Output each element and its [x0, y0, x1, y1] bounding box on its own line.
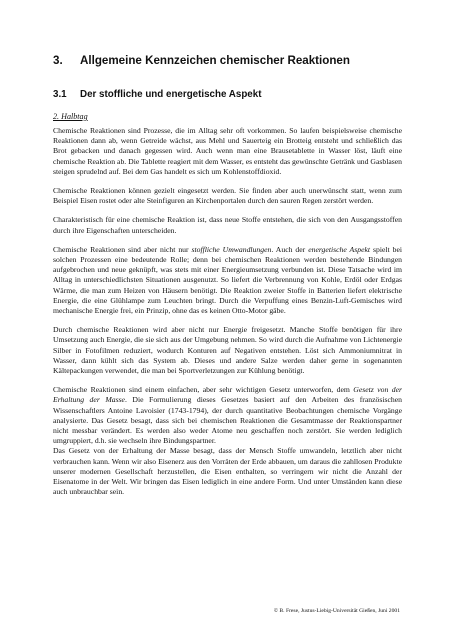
paragraph: Chemische Reaktionen sind Prozesse, die im Alltag sehr oft vorkommen. So laufen beispielsweise chemische Reaktionen dann ab, wenn Getreide wächst, aus Mehl und Sauerteig ein Brotteig entsteht und schließlich das Brot gebacken und danach gegessen wird. Auch wenn man eine Brausetablette in Wasser löst, läuft eine chemische Reaktion ab. Die Tablette reagiert mit dem Wasser, es entsteht das gewünschte Getränk und Gasblasen steigen sprudelnd auf. Bei dem Gas handelt es sich um Kohlenstoffdioxid.	[53, 126, 402, 176]
paragraph: Das Gesetz von der Erhaltung der Masse besagt, dass der Mensch Stoffe umwandeln, letztlich aber nicht verbrauchen kann. Wenn wir also Eisenerz aus den Vorräten der Erde abbauen, um daraus die zahllosen Produkte unserer modernen Gesellschaft herzustellen, die Eisen enthalten, so verringern wir nicht die Anzahl der Eisenatome in der Welt. Wir bringen das Eisen lediglich in eine andere Form. Und unter Umständen kann diese auch unbrauchbar sein.	[53, 446, 402, 497]
paragraph: Chemische Reaktionen können gezielt eingesetzt werden. Sie finden aber auch unerwünscht statt, wenn zum Beispiel Eisen rostet oder alte Steinfiguren an Kirchenportalen durch den sauren Regen zerstört werden.	[53, 186, 402, 206]
paragraph: Durch chemische Reaktionen wird aber nicht nur Energie freigesetzt. Manche Stoffe benötigen für ihre Umsetzung auch Energie, die sie sich aus der Umgebung nehmen. So wird durch die Aufnahme von Lichtenergie Silber in Fotofilmen reduziert, wodurch Konturen auf Negativen entstehen. Löst sich Ammoniumnitrat in Wasser, dann kühlt sich das System ab. Dieses und andere Salze werden daher gerne in sogenannten Kältepackungen verwendet, die man bei Sportverletzungen zur Kühlung benötigt.	[53, 325, 402, 376]
paragraph-text: . Auch der	[271, 244, 309, 254]
section-number: 3.1	[53, 89, 67, 100]
emphasis-term: Gesetz von der Erhaltung der Masse	[53, 385, 402, 405]
paragraph: Charakteristisch für eine chemische Reaktion ist, dass neue Stoffe entstehen, die sich von den Ausgangsstoffen durch ihre Eigenschaften unterscheiden.	[53, 215, 402, 235]
section-heading	[53, 89, 261, 100]
body-text	[53, 126, 402, 507]
session-note: 2. Halbtag	[53, 112, 88, 121]
chapter-number: 3.	[53, 54, 63, 67]
section-title: Der stoffliche und energetische Aspekt	[80, 89, 262, 100]
emphasis-term: energetische Aspekt	[308, 244, 371, 254]
paragraph-text: spielt bei solchen Prozessen eine bedeutende Rolle; denn bei chemischen Reaktionen werden bestehende Bindungen aufgebrochen und neue geknüpft, was stets mit einer Energieumsetzung verbunden ist. Diese Tatsache wird im Alltag in unterschiedlichsten Situationen ausgenutzt. So liefert die Verbrennung von Kohle, Erdöl oder Erdgas Wärme, die man zum Heizen von Häusern benötigt. Die Reaktion zweier Stoffe in Batterien liefert elektrische Energie, die eine Glühlampe zum Leuchten bringt. Durch die Verpuffung eines Benzin-Luft-Gemisches wird mechanische Energie frei, ein Prinzip, ohne das es keinen Otto-Motor gäbe.	[53, 244, 403, 316]
paragraph-text: Chemische Reaktionen sind einem einfachen, aber sehr wichtigen Gesetz unterworfen, dem	[53, 385, 354, 395]
paragraph-text: . Die Formulierung dieses Gesetzes basiert auf den Arbeiten des französischen Wissenschaftlers Antoine Lavoisier (1743-1794), der durch quantitative Beobachtungen chemische Vorgänge analysierte. Das Gesetz besagt, dass sich bei chemischen Reaktionen die Gesamtmasse der Reaktionspartner nicht messbar verändert. Es werden also weder Atome neu geschaffen noch zerstört. Sie werden lediglich umgruppiert, d.h. sie wechseln ihre Bindungspartner.	[53, 395, 402, 446]
paragraph-text: Chemische Reaktionen sind aber nicht nur	[53, 244, 192, 254]
copyright-footer: © B. Frese, Justus-Liebig-Universität Gießen, Juni 2001	[273, 608, 400, 614]
chapter-title: Allgemeine Kennzeichen chemischer Reaktionen	[80, 54, 350, 67]
emphasis-term: stoffliche Umwandlungen	[191, 244, 272, 254]
chapter-heading	[53, 54, 350, 67]
paragraph	[53, 385, 402, 446]
paragraph	[53, 245, 402, 316]
